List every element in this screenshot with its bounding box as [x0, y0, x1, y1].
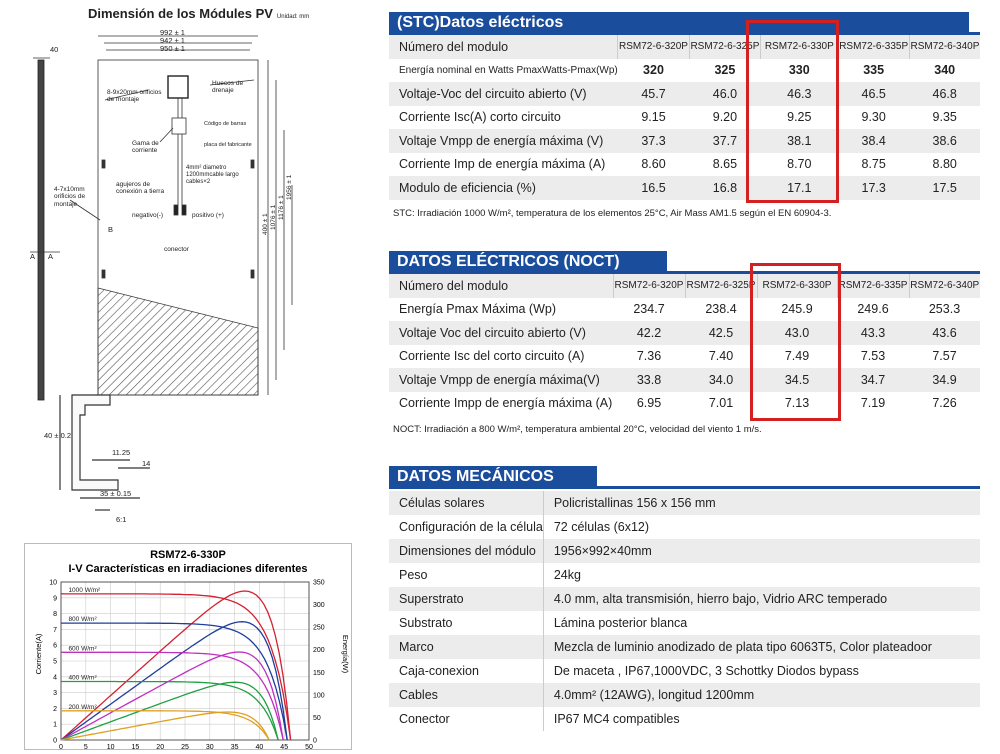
frame-scale: 6:1: [116, 515, 127, 524]
row-value: 4.0mm² (12AWG), longitud 1200mm: [543, 683, 980, 707]
cell-value: 45.7: [618, 82, 689, 106]
row-label: Células solares: [389, 491, 543, 515]
stc-header-label: Número del modulo: [389, 35, 618, 59]
cell-value: 17.1: [761, 176, 838, 200]
drawing-unit: Unidad: mm: [276, 14, 310, 20]
cell-value: 9.30: [838, 106, 909, 130]
cell-value: 34.7: [837, 368, 909, 392]
cell-value: 8.75: [838, 153, 909, 177]
noct-note: NOCT: Irradiación a 800 W/m², temperatura ambiental 20°C, velocidad del viento 1 m/s.: [393, 424, 762, 435]
cell-value: 234.7: [613, 298, 685, 322]
cell-value: 9.20: [689, 106, 760, 130]
x-tick-label: 5: [83, 744, 88, 749]
cell-value: 43.0: [757, 321, 837, 345]
x-tick-label: 15: [131, 744, 140, 749]
x-tick-label: 45: [280, 744, 289, 749]
y-tick-label: 10: [49, 579, 57, 587]
cell-value: 7.57: [909, 345, 980, 369]
table-row: [389, 515, 980, 539]
x-tick-label: 35: [230, 744, 239, 749]
cell-value: 38.6: [909, 129, 980, 153]
row-label: Superstrato: [389, 587, 543, 611]
table-row: [389, 539, 980, 563]
y2-tick-label: 300: [313, 602, 325, 610]
label-mount2: 4-7x10mm orificios de montaje: [54, 186, 86, 208]
label-gama: Gama de corriente: [132, 140, 159, 155]
table-row: [389, 345, 980, 369]
cell-value: 245.9: [757, 298, 837, 322]
series-label: 200 W/m²: [68, 703, 97, 711]
cell-value: 8.80: [909, 153, 980, 177]
table-row: [389, 176, 980, 200]
y-tick-label: 8: [53, 611, 57, 619]
row-label: Energía nominal en Watts PmaxWatts-Pmax(Wp): [389, 59, 618, 83]
cell-value: 6.95: [613, 392, 685, 416]
label-section-b: B: [108, 225, 114, 234]
x-tick-label: 20: [156, 744, 165, 749]
cell-value: 16.5: [618, 176, 689, 200]
noct-section-header: [389, 251, 980, 273]
stc-model: RSM72-6-340P: [909, 35, 980, 59]
stc-model: RSM72-6-320P: [618, 35, 689, 59]
mech-title: DATOS MECÁNICOS: [389, 466, 597, 488]
series-label: 600 W/m²: [68, 645, 97, 653]
row-label: Modulo de eficiencia (%): [389, 176, 618, 200]
row-label: Marco: [389, 635, 543, 659]
cell-value: 46.0: [689, 82, 760, 106]
label-positive: positivo (+): [192, 212, 224, 219]
y-tick-label: 5: [53, 658, 57, 666]
dim-40: 40: [50, 45, 59, 54]
stc-model: RSM72-6-330P: [761, 35, 838, 59]
table-row: [389, 82, 980, 106]
x-tick-label: 0: [59, 744, 63, 749]
row-label: Corriente Impp de energía máxima (A): [389, 392, 613, 416]
cell-value: 7.36: [613, 345, 685, 369]
x-tick-label: 25: [181, 744, 189, 749]
row-label: Corriente Imp de energía máxima (A): [389, 153, 618, 177]
noct-model: RSM72-6-330P: [757, 274, 837, 298]
table-row: [389, 321, 980, 345]
table-row: [389, 59, 980, 83]
cell-value: 38.4: [838, 129, 909, 153]
noct-title: DATOS ELÉCTRICOS (NOCT): [389, 251, 667, 273]
cell-value: 16.8: [689, 176, 760, 200]
y2-tick-label: 0: [313, 737, 317, 745]
cell-value: 46.3: [761, 82, 838, 106]
row-label: Energía Pmax Máxima (Wp): [389, 298, 613, 322]
cell-value: 37.7: [689, 129, 760, 153]
row-label: Cables: [389, 683, 543, 707]
chart-subtitle: I-V Características en irradiaciones diferentes: [68, 563, 308, 575]
noct-model: RSM72-6-335P: [837, 274, 909, 298]
y2-tick-label: 250: [313, 624, 325, 632]
table-row: [389, 587, 980, 611]
cell-value: 7.49: [757, 345, 837, 369]
stc-model: RSM72-6-335P: [838, 35, 909, 59]
label-nameplate: placa del fabricante: [204, 142, 252, 148]
cell-value: 238.4: [685, 298, 757, 322]
x-tick-label: 50: [305, 744, 313, 749]
chart-title: RSM72-6-330P: [150, 549, 226, 561]
module-dimension-drawing: [0, 20, 380, 540]
cell-value: 249.6: [837, 298, 909, 322]
cell-value: 9.15: [618, 106, 689, 130]
y-tick-label: 2: [53, 705, 57, 713]
stc-table: [389, 35, 980, 200]
table-row: [389, 635, 980, 659]
row-label: Voltaje Vmpp de energía máxima (V): [389, 129, 618, 153]
cell-value: 9.25: [761, 106, 838, 130]
noct-model: RSM72-6-325P: [685, 274, 757, 298]
table-row: [389, 563, 980, 587]
row-value: 1956×992×40mm: [543, 539, 980, 563]
cell-value: 8.70: [761, 153, 838, 177]
cell-value: 335: [838, 59, 909, 83]
y-tick-label: 3: [53, 690, 57, 698]
table-row: [389, 707, 980, 731]
cell-value: 8.60: [618, 153, 689, 177]
y2-tick-label: 50: [313, 714, 321, 722]
series-label: 1000 W/m²: [68, 586, 101, 594]
stc-section-header: [389, 12, 980, 34]
noct-header-label: Número del modulo: [389, 274, 613, 298]
row-value: 24kg: [543, 563, 980, 587]
dim-1956: 1956 ± 1: [286, 174, 293, 200]
row-value: Policristallinas 156 x 156 mm: [543, 491, 980, 515]
stc-highlight-box: [746, 20, 839, 203]
label-section-a2: A: [48, 252, 54, 261]
stc-title: (STC)Datos eléctricos: [389, 12, 969, 34]
cell-value: 34.0: [685, 368, 757, 392]
cell-value: 42.5: [685, 321, 757, 345]
table-row: [389, 153, 980, 177]
row-label: Dimensiones del módulo: [389, 539, 543, 563]
y-tick-label: 1: [53, 721, 57, 729]
iv-curve: [61, 711, 269, 740]
cell-value: 17.5: [909, 176, 980, 200]
cell-value: 7.13: [757, 392, 837, 416]
label-barcode: Código de barras: [204, 121, 247, 127]
stc-note: STC: Irradiación 1000 W/m², temperatura de los elementos 25°C, Air Mass AM1.5 según el EN 60904-3.: [393, 208, 832, 219]
y-tick-label: 6: [53, 642, 57, 650]
label-section-a1: A: [30, 252, 36, 261]
dim-400: 400 ± 1: [262, 213, 269, 235]
cell-value: 46.5: [838, 82, 909, 106]
x-tick-label: 10: [106, 744, 115, 749]
cell-value: 38.1: [761, 129, 838, 153]
table-row: [389, 491, 980, 515]
noct-model: RSM72-6-340P: [909, 274, 980, 298]
y2-tick-label: 200: [313, 647, 325, 655]
label-drain-holes: Huecos de drenaje: [212, 80, 244, 95]
drawing-title: [88, 6, 309, 21]
noct-table: [389, 274, 980, 415]
iv-curve: [61, 652, 283, 740]
label-negative: negativo(-): [132, 212, 164, 219]
row-value: 72 células (6x12): [543, 515, 980, 539]
table-row: [389, 368, 980, 392]
row-value: IP67 MC4 compatibles: [543, 707, 980, 731]
frame-dim-14: 14: [142, 459, 151, 468]
frame-dim-35: 35 ± 0.15: [100, 489, 132, 498]
row-value: De maceta , IP67,1000VDC, 3 Schottky Diodos bypass: [543, 659, 980, 683]
noct-header-row: [389, 274, 980, 298]
chart-ylabel: Corriente(A): [34, 633, 43, 675]
y2-tick-label: 350: [313, 579, 325, 587]
noct-model: RSM72-6-320P: [613, 274, 685, 298]
frame-dim-40: 40 ± 0.2: [44, 431, 72, 440]
noct-highlight-box: [750, 263, 841, 421]
row-label: Corriente Isc del corto circuito (A): [389, 345, 613, 369]
row-label: Corriente Isc(A) corto circuito: [389, 106, 618, 130]
row-label: Caja-conexion: [389, 659, 543, 683]
y-tick-label: 4: [53, 674, 57, 682]
cell-value: 7.40: [685, 345, 757, 369]
x-tick-label: 40: [255, 744, 264, 749]
row-label: Configuración de la célula: [389, 515, 543, 539]
mech-section-header: [389, 466, 980, 488]
cell-value: 46.8: [909, 82, 980, 106]
cell-value: 8.65: [689, 153, 760, 177]
cell-value: 253.3: [909, 298, 980, 322]
cell-value: 43.3: [837, 321, 909, 345]
cell-value: 34.9: [909, 368, 980, 392]
table-row: [389, 392, 980, 416]
cell-value: 7.01: [685, 392, 757, 416]
row-value: Mezcla de luminio anodizado de plata tipo 6063T5, Color plateadoor: [543, 635, 980, 659]
y2-tick-label: 100: [313, 692, 325, 700]
drawing-title-text: Dimensión de los Módules PV: [88, 6, 273, 21]
cell-value: 7.26: [909, 392, 980, 416]
cell-value: 7.53: [837, 345, 909, 369]
y2-tick-label: 150: [313, 669, 325, 677]
cell-value: 34.5: [757, 368, 837, 392]
table-row: [389, 611, 980, 635]
row-label: Peso: [389, 563, 543, 587]
x-tick-label: 30: [205, 744, 214, 749]
table-row: [389, 129, 980, 153]
label-connector: conector: [164, 246, 189, 253]
cell-value: 7.19: [837, 392, 909, 416]
row-value: Lámina posterior blanca: [543, 611, 980, 635]
stc-model: RSM72-6-325P: [689, 35, 760, 59]
dim-1076: 1076 ± 1: [270, 204, 277, 230]
row-label: Voltaje Voc del circuito abierto (V): [389, 321, 613, 345]
mech-table: [389, 491, 980, 731]
frame-dim-1125: 11.25: [112, 448, 131, 457]
row-label: Conector: [389, 707, 543, 731]
dim-1176: 1176 ± 1: [278, 195, 285, 220]
dim-942: 942 ± 1: [160, 36, 185, 45]
cell-value: 9.35: [909, 106, 980, 130]
iv-chart-svg: [25, 544, 351, 749]
cell-value: 330: [761, 59, 838, 83]
y-tick-label: 9: [53, 595, 57, 603]
stc-header-row: [389, 35, 980, 59]
cell-value: 33.8: [613, 368, 685, 392]
cell-value: 325: [689, 59, 760, 83]
y-tick-label: 0: [53, 737, 57, 745]
table-row: [389, 106, 980, 130]
cell-value: 320: [618, 59, 689, 83]
iv-chart: [24, 543, 352, 750]
table-row: [389, 298, 980, 322]
label-mount-holes: 8-9x20mm orificios de montaje: [107, 89, 162, 104]
cell-value: 17.3: [838, 176, 909, 200]
table-row: [389, 659, 980, 683]
row-label: Voltaje Vmpp de energía máxima(V): [389, 368, 613, 392]
series-label: 800 W/m²: [68, 616, 97, 624]
chart-y2label: Energía(W): [341, 634, 350, 674]
dim-992: 992 ± 1: [160, 28, 185, 37]
dim-950: 950 ± 1: [160, 44, 185, 53]
power-curve: [61, 652, 283, 740]
cell-value: 43.6: [909, 321, 980, 345]
row-label: Voltaje-Voc del circuito abierto (V): [389, 82, 618, 106]
label-cable: 4mm² diametro 1200mmcable largo cables×2: [186, 165, 239, 185]
y-tick-label: 7: [53, 626, 57, 634]
table-row: [389, 683, 980, 707]
row-label: Substrato: [389, 611, 543, 635]
cell-value: 340: [909, 59, 980, 83]
row-value: 4.0 mm, alta transmisión, hierro bajo, Vidrio ARC temperado: [543, 587, 980, 611]
label-ground: agujeros de conexión a tierra: [116, 181, 165, 196]
cell-value: 42.2: [613, 321, 685, 345]
series-label: 400 W/m²: [68, 674, 97, 682]
cell-value: 37.3: [618, 129, 689, 153]
